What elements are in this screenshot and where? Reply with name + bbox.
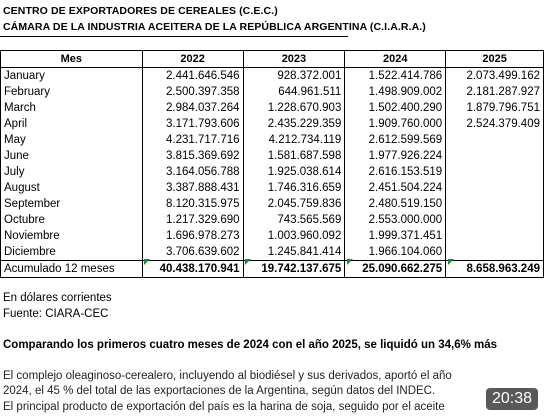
column-header-2025: 2025 [446, 51, 544, 68]
cell-value-2023: 1.003.960.092 [243, 228, 345, 244]
cell-value-2024: 1.999.371.451 [345, 228, 446, 244]
cell-value-2023: 1.581.687.598 [243, 148, 345, 164]
cell-value-2022: 3.387.888.431 [142, 180, 243, 196]
cell-value-2022: 2.984.037.264 [142, 100, 243, 116]
caption-line-3: El principal producto de exportación del país es la harina de soja, seguido por el aceite [3, 401, 445, 413]
currency-note: En dólares corrientes [3, 292, 112, 304]
cell-value-2025 [446, 180, 544, 196]
header-ciara: CÁMARA DE LA INDUSTRIA ACEITERA DE LA REPÚBLICA ARGENTINA (C.I.A.R.A.) [3, 21, 426, 33]
table-row [1, 100, 544, 116]
cell-month: Octubre [1, 212, 143, 228]
cell-value-2025 [446, 196, 544, 212]
cell-month: April [1, 116, 143, 132]
cell-value-2023: 743.565.569 [243, 212, 345, 228]
video-caption [0, 366, 544, 418]
cell-value-2025 [446, 244, 544, 261]
column-header-month: Mes [1, 51, 143, 68]
total-2024: 25.090.662.275 [345, 261, 446, 278]
video-timestamp: 20:38 [486, 388, 538, 410]
cell-value-2023: 2.435.229.359 [243, 116, 345, 132]
cell-value-2024: 1.909.760.000 [345, 116, 446, 132]
cell-month: August [1, 180, 143, 196]
table-row [1, 196, 544, 212]
table-row [1, 228, 544, 244]
header-cec: CENTRO DE EXPORTADORES DE CEREALES (C.E.C.) [3, 5, 278, 17]
cell-value-2022: 1.696.978.273 [142, 228, 243, 244]
table-row [1, 132, 544, 148]
cell-value-2025 [446, 212, 544, 228]
cell-value-2024: 2.616.153.519 [345, 164, 446, 180]
cell-value-2024: 1.522.414.786 [345, 68, 446, 85]
cell-value-2022: 8.120.315.975 [142, 196, 243, 212]
total-2022: 40.438.170.941 [142, 261, 243, 278]
cell-month: January [1, 68, 143, 85]
cell-value-2022: 2.500.397.358 [142, 84, 243, 100]
cell-month: May [1, 132, 143, 148]
column-header-2022: 2022 [142, 51, 243, 68]
cell-value-2023: 1.925.038.614 [243, 164, 345, 180]
column-header-2024: 2024 [345, 51, 446, 68]
table-body [1, 68, 544, 261]
table-header-row [1, 51, 544, 68]
cell-marker-icon [144, 259, 150, 265]
column-header-2023: 2023 [243, 51, 345, 68]
cell-month: February [1, 84, 143, 100]
header-underline [0, 36, 348, 37]
comparison-statement: Comparando los primeros cuatro meses de 2024 con el año 2025, se liquidó un 34,6% más [3, 339, 498, 351]
cell-value-2025 [446, 132, 544, 148]
table-row [1, 84, 544, 100]
cell-value-2022: 3.164.056.788 [142, 164, 243, 180]
caption-line-2: 2024, el 45 % del total de las exportaciones de la Argentina, según datos del INDEC. [3, 385, 436, 397]
cell-value-2024: 2.480.519.150 [345, 196, 446, 212]
table-row [1, 164, 544, 180]
cell-value-2025: 2.073.499.162 [446, 68, 544, 85]
cell-value-2025 [446, 164, 544, 180]
cell-month: Noviembre [1, 228, 143, 244]
cell-value-2023: 644.961.511 [243, 84, 345, 100]
cell-value-2025 [446, 148, 544, 164]
cell-marker-icon [245, 259, 251, 265]
cell-value-2022: 3.171.793.606 [142, 116, 243, 132]
table-row [1, 148, 544, 164]
total-label: Acumulado 12 meses [1, 261, 143, 278]
table-row [1, 116, 544, 132]
table-row [1, 212, 544, 228]
cell-value-2024: 1.966.104.060 [345, 244, 446, 261]
cell-value-2023: 928.372.001 [243, 68, 345, 85]
cell-value-2025: 2.524.379.409 [446, 116, 544, 132]
cell-month: July [1, 164, 143, 180]
cell-value-2023: 1.746.316.659 [243, 180, 345, 196]
exports-table [0, 50, 544, 278]
total-2023: 19.742.137.675 [243, 261, 345, 278]
cell-value-2024: 2.612.599.569 [345, 132, 446, 148]
cell-value-2024: 1.977.926.224 [345, 148, 446, 164]
table-row [1, 180, 544, 196]
cell-value-2025: 1.879.796.751 [446, 100, 544, 116]
cell-value-2025: 2.181.287.927 [446, 84, 544, 100]
cell-value-2024: 1.502.400.290 [345, 100, 446, 116]
cell-value-2023: 2.045.759.836 [243, 196, 345, 212]
cell-month: March [1, 100, 143, 116]
cell-value-2023: 4.212.734.119 [243, 132, 345, 148]
cell-month: September [1, 196, 143, 212]
cell-value-2023: 1.245.841.414 [243, 244, 345, 261]
cell-value-2022: 4.231.717.716 [142, 132, 243, 148]
cell-month: June [1, 148, 143, 164]
table-row [1, 68, 544, 85]
cell-value-2022: 1.217.329.690 [142, 212, 243, 228]
total-2025: 8.658.963.249 [446, 261, 544, 278]
cell-value-2022: 3.706.639.602 [142, 244, 243, 261]
table-row [1, 244, 544, 261]
cell-value-2024: 1.498.909.002 [345, 84, 446, 100]
cell-value-2022: 2.441.646.546 [142, 68, 243, 85]
cell-value-2023: 1.228.670.903 [243, 100, 345, 116]
cell-marker-icon [448, 259, 454, 265]
cell-marker-icon [347, 259, 353, 265]
table-total-row [1, 261, 544, 278]
cell-value-2024: 2.451.504.224 [345, 180, 446, 196]
cell-value-2025 [446, 228, 544, 244]
caption-line-1: El complejo oleaginoso-cerealero, incluyendo al biodiésel y sus derivados, aportó el año [3, 370, 452, 382]
source-note: Fuente: CIARA-CEC [3, 308, 109, 320]
cell-value-2024: 2.553.000.000 [345, 212, 446, 228]
cell-month: Diciembre [1, 244, 143, 261]
cell-value-2022: 3.815.369.692 [142, 148, 243, 164]
